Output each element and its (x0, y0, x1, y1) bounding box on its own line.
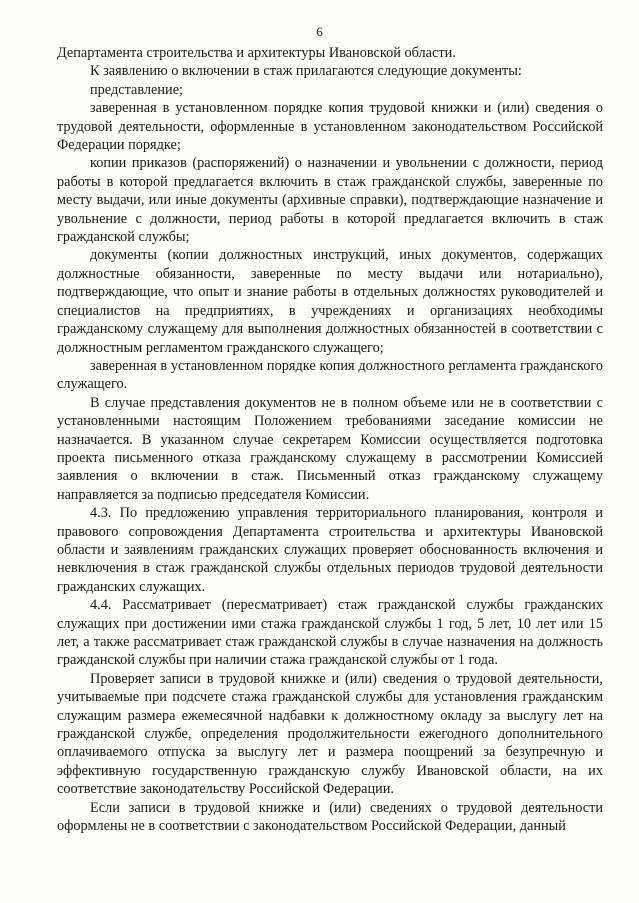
paragraph: Проверяет записи в трудовой книжке и (или) сведения о трудовой деятельности, учитываемые при подсчете стажа гражданской службы для установления гражданским служащим размера ежемесячной надбавки к должностному окладу за выслугу лет на гражданской службе, определения продолжительности ежегодного дополнительного оплачиваемого отпуска за выслугу лет и размера поощрений за безупречную и эффективную государственную гражданскую службу Ивановской области, на их соответствие законодательству Российской Федерации. (57, 670, 603, 798)
paragraph: заверенная в установленном порядке копия должностного регламента гражданского служащего. (57, 357, 603, 393)
paragraph: Если записи в трудовой книжке и (или) сведениях о трудовой деятельности оформлены не в соответствии с законодательством Российской Федерации, данный (57, 799, 603, 835)
paragraph: документы (копии должностных инструкций, иных документов, содержащих должностные обязанности, заверенные по месту выдачи или нотариально), подтверждающие, что опыт и знание работы в отдельных должностях руководителей и специалистов на предприятиях, в учреждениях и организациях необходимы гражданскому служащему для выполнения должностных обязанностей в соответствии с должностным регламентом гражданского служащего; (57, 247, 603, 356)
paragraph: представление; (90, 81, 184, 98)
paragraph: копии приказов (распоряжений) о назначении и увольнении с должности, период работы в которой предлагается включить в стаж гражданской службы, заверенные по месту выдачи, или иные документы (архивные справки), подтверждающие назначение и увольнение с должности, период работы в которой предлагается включить в стаж гражданской службы; (57, 155, 603, 246)
page-number: 6 (316, 24, 323, 39)
paragraph: В случае представления документов не в полном объеме или не в соответствии с установленными настоящим Положением требованиями заседание комиссии не назначается. В указанном случае секретарем Комиссии осуществляется подготовка проекта письменного отказа гражданскому служащему в рассмотрении Комиссией заявления о включении в стаж. Письменный отказ гражданскому служащему направляется за подписью председателя Комиссии. (57, 394, 603, 503)
paragraph: К заявлению о включении в стаж прилагаются следующие документы: (90, 63, 522, 80)
paragraph: Департамента строительства и архитектуры Ивановской области. (57, 45, 456, 61)
paragraph: заверенная в установленном порядке копия трудовой книжки и (или) сведения о трудовой деятельности, оформленные в установленном законодательством Российской Федерации порядке; (57, 100, 603, 154)
paragraph: 4.4. Рассматривает (пересматривает) стаж гражданской службы гражданских служащих при достижении ими стажа гражданской службы 1 год, 5 лет, 10 лет или 15 лет, а также рассматривает стаж гражданской службы в случае назначения на должность гражданской службы при наличии стажа гражданской службы от 1 года. (57, 597, 603, 669)
paragraph: 4.3. По предложению управления территориального планирования, контроля и правового сопровождения Департамента строительства и архитектуры Ивановской области и заявлениям гражданских служащих проверяет обоснованность включения и невключения в стаж гражданской службы отдельных периодов трудовой деятельности гражданских служащих. (57, 505, 603, 595)
document-body (57, 44, 603, 835)
